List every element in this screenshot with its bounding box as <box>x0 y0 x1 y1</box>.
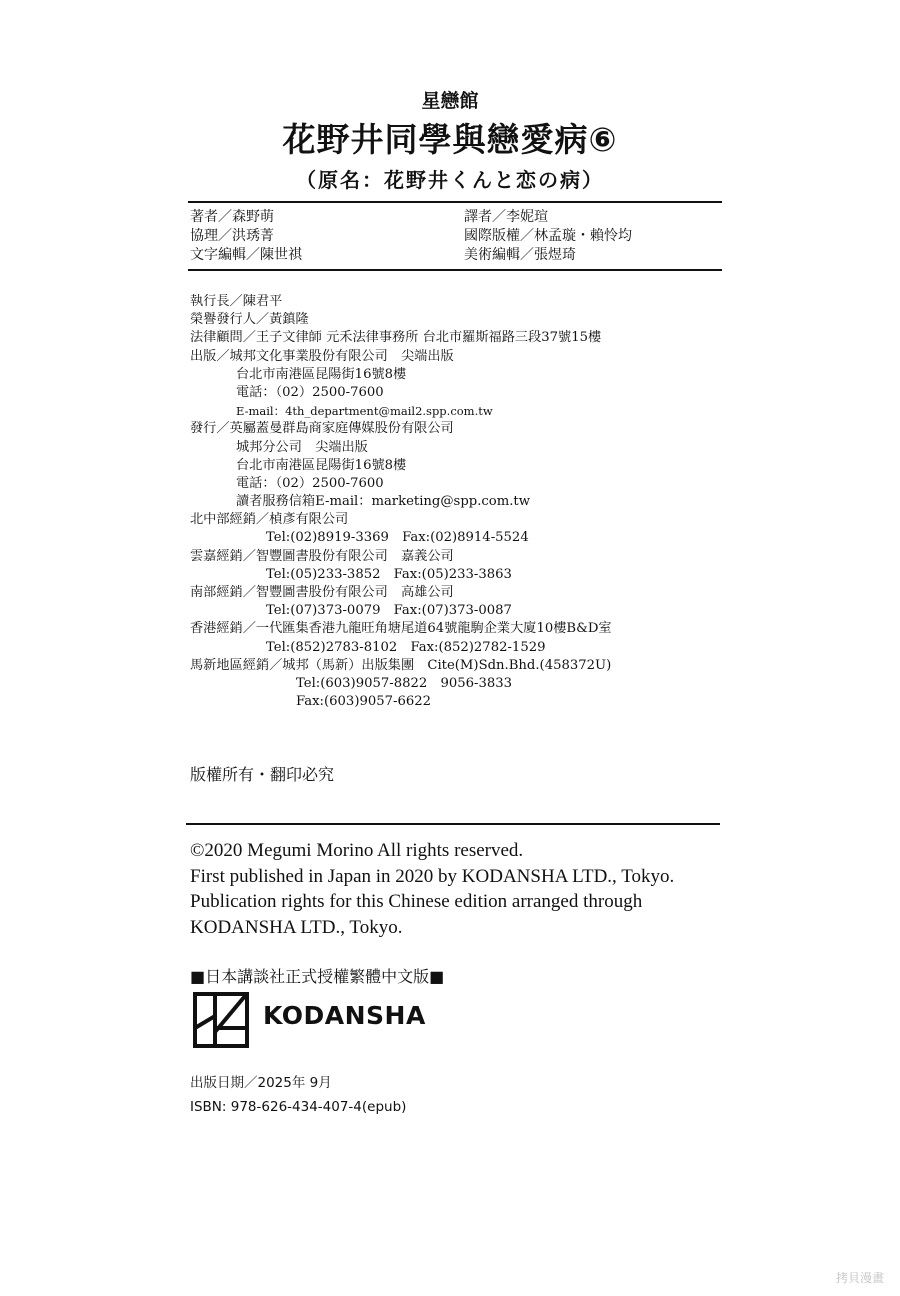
publishing-line: 城邦分公司 尖端出版 <box>236 439 368 455</box>
copyright-line: First published in Japan in 2020 by KODANSHA LTD., Tokyo. <box>190 865 675 887</box>
publishing-line: Tel:(07)373-0079 Fax:(07)373-0087 <box>266 603 512 619</box>
publishing-info <box>190 293 730 711</box>
publishing-line: 榮譽發行人／黃鎮隆 <box>190 312 309 328</box>
publishing-line: 香港經銷／一代匯集香港九龍旺角塘尾道64號龍駒企業大廈10樓B&D室 <box>190 621 612 637</box>
publishing-line: 台北市南港區昆陽街16號8樓 <box>236 366 407 382</box>
publishing-line: E-mail：4th_department@mail2.spp.com.tw <box>236 404 493 419</box>
edition-info <box>190 1071 406 1119</box>
divider-top <box>188 201 722 203</box>
credits-right-column <box>464 208 632 265</box>
rights-notice: 版權所有・翻印必究 <box>190 765 335 784</box>
publishing-line: 讀者服務信箱E-mail：marketing@spp.com.tw <box>236 494 531 510</box>
credit-art-editor: 美術編輯／張煜琦 <box>464 247 576 263</box>
publishing-line: Tel:(603)9057-8822 9056-3833 <box>296 675 513 691</box>
imprint-name: 星戀館 <box>421 90 479 112</box>
publishing-line: 馬新地區經銷／城邦（馬新）出版集團 Cite(M)Sdn.Bhd.(458372U) <box>190 657 612 673</box>
credit-author: 著者／森野萌 <box>190 209 274 225</box>
publishing-line: 法律顧問／王子文律師 元禾法律事務所 台北市羅斯福路三段37號15樓 <box>190 330 602 346</box>
kodansha-logo <box>193 992 553 1048</box>
publishing-line: 台北市南港區昆陽街16號8樓 <box>236 457 407 473</box>
publishing-line: 電話：（02）2500-7600 <box>236 384 384 400</box>
publication-date: 出版日期／2025年 9月 <box>190 1075 332 1091</box>
isbn: ISBN: 978-626-434-407-4(epub) <box>190 1099 407 1115</box>
book-title: 花野井同學與戀愛病⑥ <box>282 120 618 159</box>
copyright-line: KODANSHA LTD., Tokyo. <box>190 916 403 938</box>
credit-international-rights: 國際版權／林孟璇・賴怜均 <box>464 228 632 244</box>
divider-credits <box>188 269 722 271</box>
publishing-line: 南部經銷／智豐圖書股份有限公司 高雄公司 <box>190 585 454 600</box>
credit-text-editor: 文字編輯／陳世祺 <box>190 247 302 263</box>
publishing-line: 執行長／陳君平 <box>190 294 283 309</box>
kodansha-logo-icon <box>193 992 249 1048</box>
publishing-line: Tel:(852)2783-8102 Fax:(852)2782-1529 <box>266 639 546 655</box>
publishing-line: Tel:(05)233-3852 Fax:(05)233-3863 <box>266 566 512 582</box>
credit-translator: 譯者／李妮瑄 <box>464 209 548 225</box>
kodansha-wordmark: KODANSHA <box>263 1001 426 1030</box>
publishing-line: 電話：（02）2500-7600 <box>236 475 384 491</box>
copyright-line: ©2020 Megumi Morino All rights reserved. <box>190 840 524 861</box>
publishing-line: 發行／英屬蓋曼群島商家庭傳媒股份有限公司 <box>190 421 454 437</box>
publishing-line: 出版／城邦文化事業股份有限公司 尖端出版 <box>190 348 454 364</box>
publishing-line: 雲嘉經銷／智豐圖書股份有限公司 嘉義公司 <box>190 548 454 564</box>
publishing-line: Tel:(02)8919-3369 Fax:(02)8914-5524 <box>266 530 529 546</box>
original-title: （原名：花野井くんと恋の病） <box>296 168 604 192</box>
publishing-line: 北中部經銷／楨彥有限公司 <box>190 512 349 528</box>
credits-left-column <box>190 208 302 265</box>
credit-assistant-manager: 協理／洪琇菁 <box>190 228 274 244</box>
copyright-block <box>190 838 674 940</box>
divider-copyright <box>186 823 720 825</box>
copyright-line: Publication rights for this Chinese edition arranged through <box>190 891 643 912</box>
authorization-notice: ■日本講談社正式授權繁體中文版■ <box>190 967 445 986</box>
site-watermark: 拷貝漫畫 <box>835 1271 884 1285</box>
publishing-line: Fax:(603)9057-6622 <box>296 694 432 710</box>
